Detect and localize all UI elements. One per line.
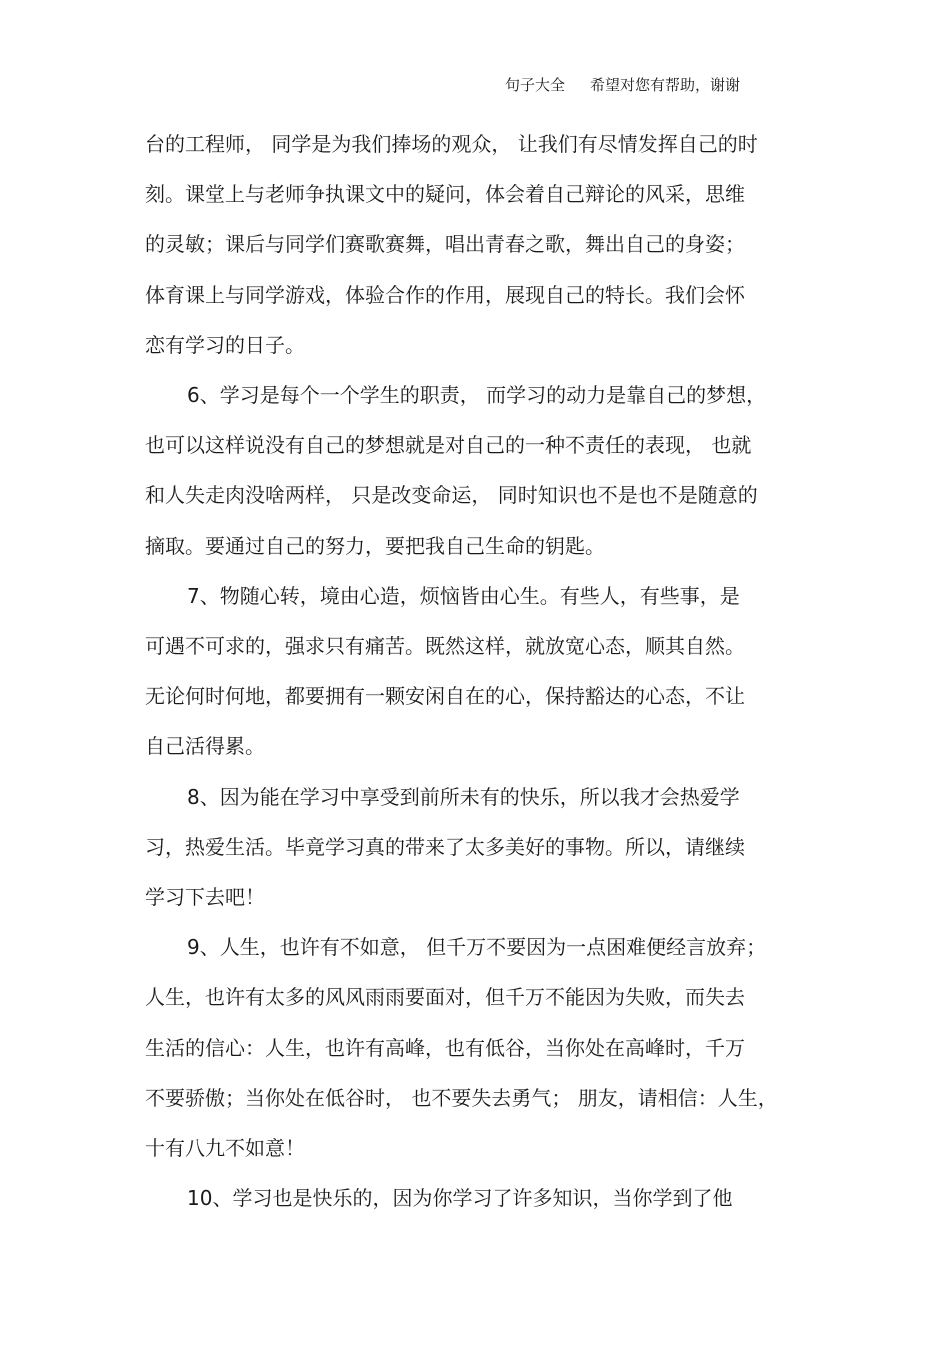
text-line: 不要骄傲；当你处在低谷时， 也不要失去勇气； 朋友，请相信：人生， [145,1086,778,1110]
paragraph-first-line: 9、人生，也许有不如意， 但千万不要因为一点困难便经言放弃； [187,935,767,959]
header-title: 句子大全 [505,76,566,94]
text-line: 习，热爱生活。毕竟学习真的带来了太多美好的事物。所以，请继续 [145,835,745,859]
text-line: 刻。课堂上与老师争执课文中的疑问，体会着自己辩论的风采，思维 [145,182,745,206]
text-line: 台的工程师， 同学是为我们捧场的观众， 让我们有尽情发挥自己的时 [145,132,758,156]
text-line: 的灵敏；课后与同学们赛歌赛舞，唱出青春之歌，舞出自己的身姿； [145,232,745,256]
text-line: 也可以这样说没有自己的梦想就是对自己的一种不责任的表现， 也就 [145,433,752,457]
text-line: 无论何时何地，都要拥有一颗安闲自在的心，保持豁达的心态，不让 [145,684,745,708]
paragraph-first-line: 7、物随心转，境由心造，烦恼皆由心生。有些人，有些事，是 [187,584,740,608]
text-line: 恋有学习的日子。 [145,333,305,357]
text-line: 生活的信心：人生，也许有高峰，也有低谷，当你处在高峰时，千万 [145,1036,745,1060]
text-line: 人生，也许有太多的风风雨雨要面对，但千万不能因为失败，而失去 [145,985,745,1009]
paragraph-first-line: 6、学习是每个一个学生的职责， 而学习的动力是靠自己的梦想， [187,383,767,407]
text-line: 可遇不可求的，强求只有痛苦。既然这样，就放宽心态，顺其自然。 [145,634,745,658]
text-line: 体育课上与同学游戏，体验合作的作用，展现自己的特长。我们会怀 [145,283,745,307]
page-header [0,74,950,98]
text-line: 自己活得累。 [145,734,265,758]
header-note: 希望对您有帮助，谢谢 [590,76,741,94]
text-line: 和人失走肉没啥两样， 只是改变命运， 同时知识也不是也不是随意的 [145,483,758,507]
text-line: 十有八九不如意！ [145,1136,305,1160]
text-line: 摘取。要通过自己的努力，要把我自己生命的钥匙。 [145,534,605,558]
paragraph-first-line: 8、因为能在学习中享受到前所未有的快乐，所以我才会热爱学 [187,785,740,809]
paragraph-first-line: 10、学习也是快乐的，因为你学习了许多知识，当你学到了他 [187,1186,733,1210]
text-line: 学习下去吧！ [145,885,265,909]
